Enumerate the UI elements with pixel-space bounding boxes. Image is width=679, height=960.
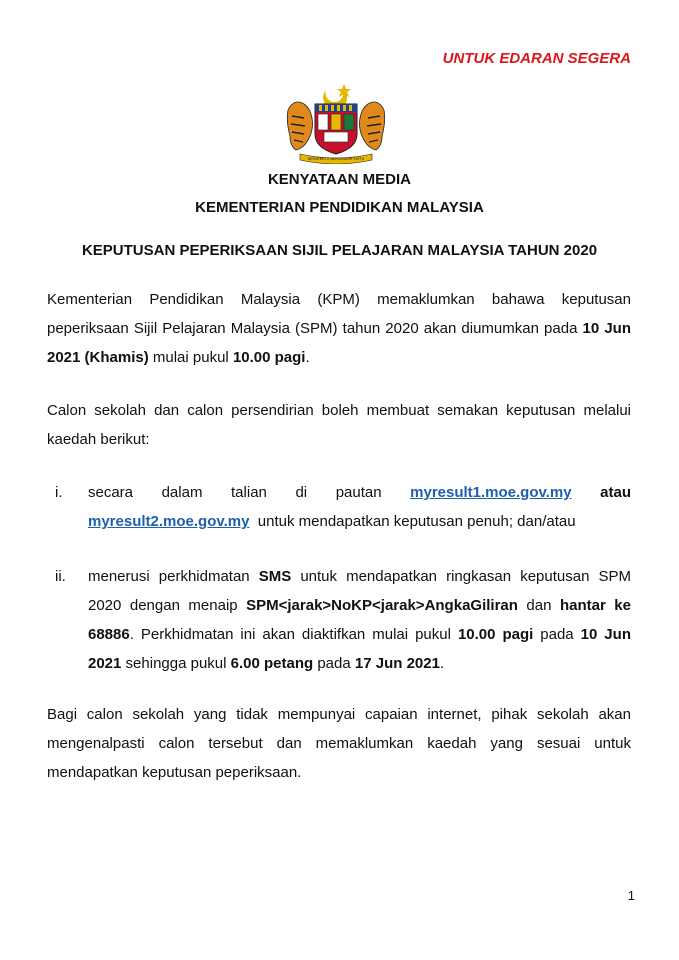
link-myresult1[interactable]: myresult1.moe.gov.my — [410, 484, 572, 501]
malaysia-coat-of-arms-icon — [282, 80, 390, 164]
urgent-label: UNTUK EDARAN SEGERA — [442, 50, 631, 67]
sms-number: hantar ke 68886 — [88, 597, 631, 643]
paragraph-methods: Calon sekolah dan calon persendirian boleh membuat semakan keputusan melalui kaedah berikut: — [47, 402, 631, 448]
sms-format: SPM<jarak>NoKP<jarak>AngkaGiliran — [246, 597, 518, 614]
title-ministry: KEMENTERIAN PENDIDIKAN MALAYSIA — [195, 199, 484, 216]
paragraph-announcement: Kementerian Pendidikan Malaysia (KPM) memaklumkan bahawa keputusan peperiksaan Sijil Pelajaran Malaysia (SPM) tahun 2020 akan diumumkan pada 10 Jun 2021 (Khamis) mulai pukul 10.00 pagi. — [47, 291, 631, 366]
announcement-date: 10 Jun 2021 (Khamis) — [47, 320, 631, 366]
list-item-sms: menerusi perkhidmatan SMS untuk mendapatkan ringkasan keputusan SPM 2020 dengan menaip SPM<jarak>NoKP<jarak>AngkaGiliran dan hantar ke 68886. Perkhidmatan ini akan diaktifkan mulai pukul 10.00 pagi pada 10 Jun 2021 sehingga pukul 6.00 petang pada 17 Jun 2021. — [88, 568, 631, 672]
announcement-time: 10.00 pagi — [232, 349, 306, 366]
link-myresult2[interactable]: myresult2.moe.gov.my — [88, 513, 250, 530]
paragraph-no-internet: Bagi calon sekolah yang tidak mempunyai capaian internet, pihak sekolah akan mengenalpasti calon tersebut dan memaklumkan kaedah yang sesuai untuk mendapatkan keputusan peperiksaan. — [47, 706, 631, 781]
title-media-statement: KENYATAAN MEDIA — [267, 171, 412, 188]
list-item-online: secara dalam talian di pautan myresult1.moe.gov.my atau myresult2.moe.gov.my untuk mendapatkan keputusan penuh; dan/atau — [88, 478, 631, 536]
list-number-2: ii. — [55, 568, 66, 585]
list-number-1: i. — [55, 484, 63, 501]
title-subject: KEPUTUSAN PEPERIKSAAN SIJIL PELAJARAN MALAYSIA TAHUN 2020 — [81, 242, 598, 259]
crest-motto: BERSEKUTU BERTAMBAH MUTU — [307, 157, 365, 161]
page-number: 1 — [627, 888, 635, 903]
